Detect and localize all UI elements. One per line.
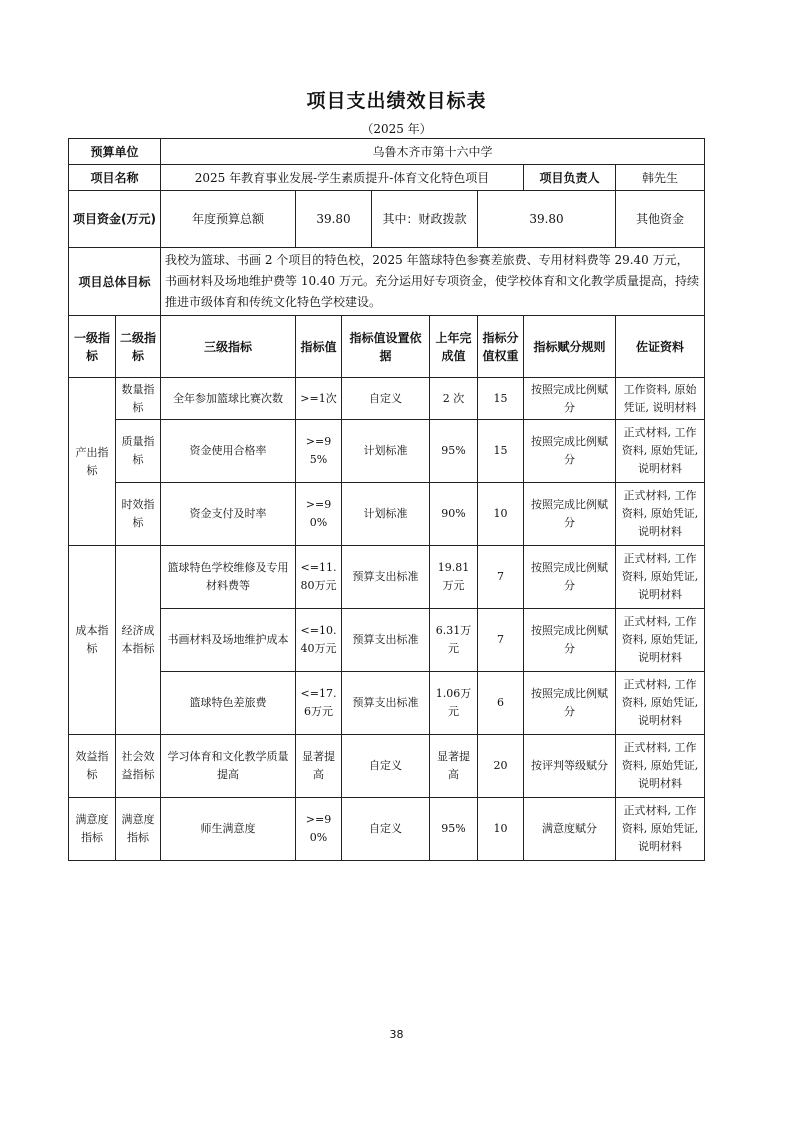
basis-cell: 自定义 [342,378,430,420]
group-cost: 成本指标 [69,546,116,735]
document-title: 项目支出绩效目标表 [306,90,487,112]
weight-cell: 6 [478,672,524,735]
basis-cell: 预算支出标准 [342,546,430,609]
last-year-cell: 19.81万元 [430,546,478,609]
header-last-year: 上年完成值 [430,316,478,378]
last-year-cell: 6.31万元 [430,609,478,672]
row-project-funds [69,191,705,248]
header-evidence: 佐证资料 [616,316,705,378]
name-value: 2025 年教育事业发展-学生素质提升-体育文化特色项目 [161,165,524,191]
level2-cell: 社会效益指标 [116,735,161,798]
row-budget-unit [69,139,705,165]
group-benefit: 效益指标 [69,735,116,798]
value-cell: >=90% [296,798,342,861]
weight-cell: 15 [478,420,524,483]
level3-cell: 书画材料及场地维护成本 [161,609,296,672]
value-cell: >=95% [296,420,342,483]
value-cell: >=90% [296,483,342,546]
level3-cell: 学习体育和文化教学质量提高 [161,735,296,798]
last-year-cell: 显著提高 [430,735,478,798]
basis-cell: 自定义 [342,735,430,798]
group-output: 产出指标 [69,378,116,546]
rule-cell: 按照完成比例赋分 [524,609,616,672]
evidence-cell: 正式材料, 工作资料, 原始凭证, 说明材料 [616,672,705,735]
basis-cell: 计划标准 [342,420,430,483]
header-level1: 一级指标 [69,316,116,378]
level3-cell: 资金使用合格率 [161,420,296,483]
row-project-name [69,165,705,191]
last-year-cell: 90% [430,483,478,546]
value-cell: <=11.80万元 [296,546,342,609]
name-label: 项目名称 [69,165,161,191]
weight-cell: 10 [478,483,524,546]
value-cell: <=17.6万元 [296,672,342,735]
basis-cell: 预算支出标准 [342,609,430,672]
level2-cell: 满意度指标 [116,798,161,861]
level2-cell: 时效指标 [116,483,161,546]
last-year-cell: 95% [430,798,478,861]
level2-cell: 经济成本指标 [116,546,161,735]
table-row [69,483,705,546]
owner-value: 韩先生 [616,165,705,191]
table-row [69,672,705,735]
weight-cell: 15 [478,378,524,420]
header-level2: 二级指标 [116,316,161,378]
weight-cell: 10 [478,798,524,861]
header-level3: 三级指标 [161,316,296,378]
goal-text: 我校为篮球、书画 2 个项目的特色校，2025 年篮球特色参赛差旅费、专用材料费等 29.40 万元，书画材料及场地维护费等 10.40 万元。充分运用好专项资金，使学校体育和文化教学质量提高，持续推进市级体育和传统文化特色学校建设。 [161,248,705,316]
rule-cell: 按照完成比例赋分 [524,672,616,735]
table-row [69,735,705,798]
unit-value: 乌鲁木齐市第十六中学 [161,139,705,165]
table-row [69,420,705,483]
basis-cell: 预算支出标准 [342,672,430,735]
document-year: （2025 年） [361,122,432,136]
level3-cell: 资金支付及时率 [161,483,296,546]
rule-cell: 按照完成比例赋分 [524,483,616,546]
value-cell: 显著提高 [296,735,342,798]
fiscal-label: 其中：财政拨款 [372,191,478,248]
level3-cell: 全年参加篮球比赛次数 [161,378,296,420]
table-row [69,546,705,609]
rule-cell: 按评判等级赋分 [524,735,616,798]
table-row [69,798,705,861]
evidence-cell: 正式材料, 工作资料, 原始凭证, 说明材料 [616,609,705,672]
level3-cell: 篮球特色差旅费 [161,672,296,735]
rule-cell: 按照完成比例赋分 [524,378,616,420]
level2-cell: 质量指标 [116,420,161,483]
value-cell: <=10.40万元 [296,609,342,672]
weight-cell: 7 [478,546,524,609]
annual-total-value: 39.80 [296,191,372,248]
evidence-cell: 正式材料, 工作资料, 原始凭证, 说明材料 [616,798,705,861]
weight-cell: 20 [478,735,524,798]
evidence-cell: 正式材料, 工作资料, 原始凭证, 说明材料 [616,420,705,483]
table-row [69,378,705,420]
table-row [69,609,705,672]
header-weight: 指标分值权重 [478,316,524,378]
goal-label: 项目总体目标 [69,248,161,316]
funds-label: 项目资金(万元) [69,191,161,248]
header-value: 指标值 [296,316,342,378]
rule-cell: 按照完成比例赋分 [524,420,616,483]
page-number: 38 [389,1028,404,1041]
annual-total-label: 年度预算总额 [161,191,296,248]
evidence-cell: 正式材料, 工作资料, 原始凭证, 说明材料 [616,735,705,798]
rule-cell: 满意度赋分 [524,798,616,861]
header-rule: 指标赋分规则 [524,316,616,378]
last-year-cell: 95% [430,420,478,483]
row-overall-goal [69,248,705,316]
header-basis: 指标值设置依据 [342,316,430,378]
level3-cell: 师生满意度 [161,798,296,861]
group-satisfaction: 满意度指标 [69,798,116,861]
value-cell: >=1次 [296,378,342,420]
other-funds-label: 其他资金 [616,191,705,248]
header-row [69,316,705,378]
weight-cell: 7 [478,609,524,672]
evidence-cell: 工作资料, 原始凭证, 说明材料 [616,378,705,420]
unit-label: 预算单位 [69,139,161,165]
owner-label: 项目负责人 [524,165,616,191]
evidence-cell: 正式材料, 工作资料, 原始凭证, 说明材料 [616,483,705,546]
fiscal-value: 39.80 [478,191,616,248]
performance-goal-table [68,138,705,861]
last-year-cell: 2 次 [430,378,478,420]
level2-cell: 数量指标 [116,378,161,420]
basis-cell: 自定义 [342,798,430,861]
level3-cell: 篮球特色学校维修及专用材料费等 [161,546,296,609]
last-year-cell: 1.06万元 [430,672,478,735]
evidence-cell: 正式材料, 工作资料, 原始凭证, 说明材料 [616,546,705,609]
rule-cell: 按照完成比例赋分 [524,546,616,609]
basis-cell: 计划标准 [342,483,430,546]
